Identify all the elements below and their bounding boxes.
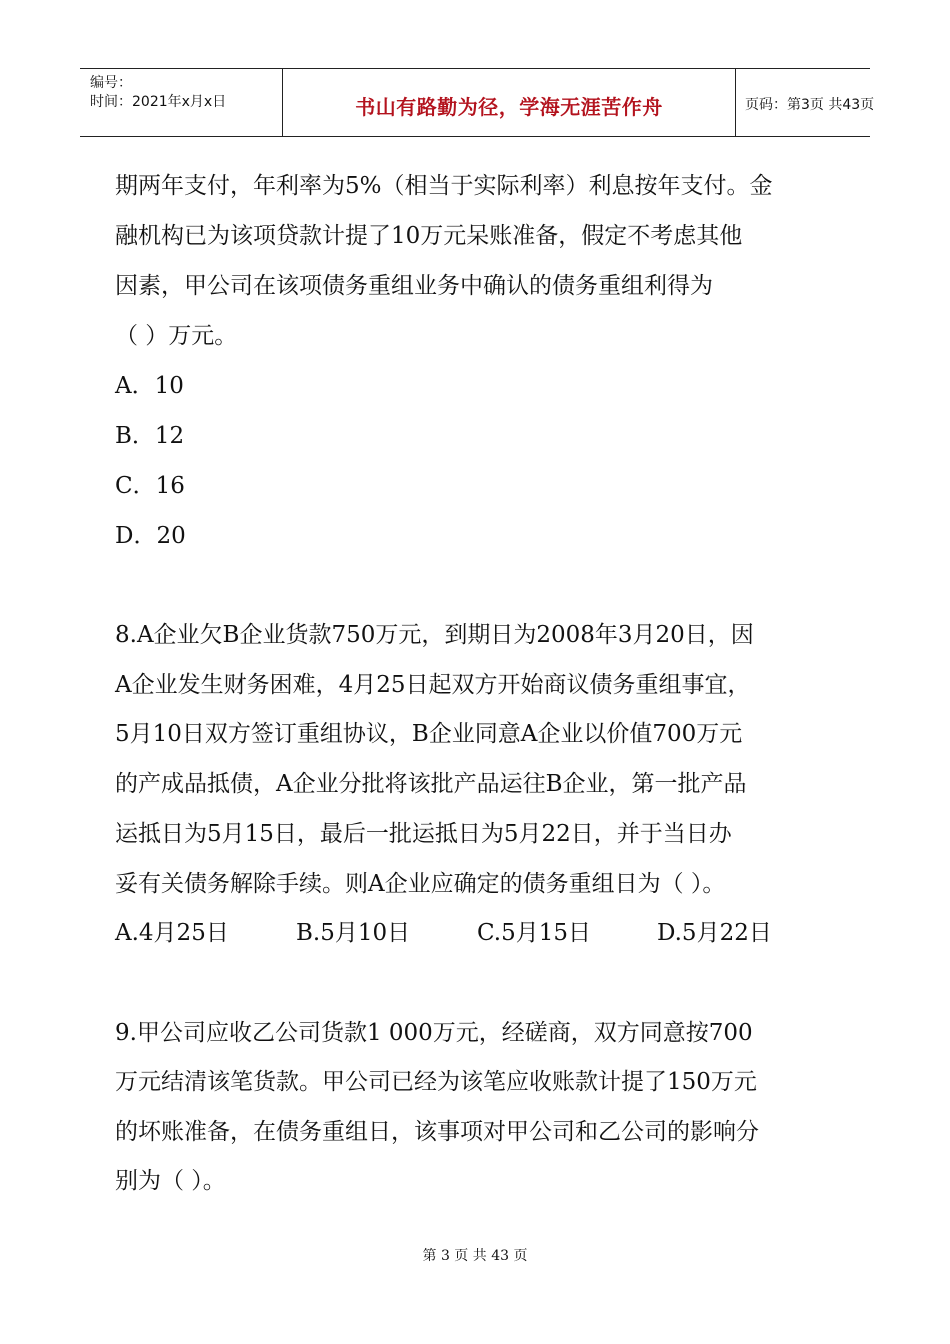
q8-option-a: A.4月25日: [115, 920, 229, 946]
header-page-cell: [735, 69, 875, 136]
header-motto-cell: [282, 69, 736, 136]
page-header: [80, 68, 875, 137]
q8-line-2: A企业发生财务困难，4月25日起双方开始商议债务重组事宜，: [115, 672, 751, 698]
q8-line-3: 5月10日双方签订重组协议，B企业同意A企业以价值700万元: [115, 721, 743, 747]
q9-line-1: 9.甲公司应收乙公司货款1 000万元，经磋商，双方同意按700: [115, 1020, 753, 1046]
document-number-label: 编号：: [90, 75, 132, 91]
q7-line-4: （ ）万元。: [115, 323, 238, 349]
q8-option-b: B.5月10日: [296, 920, 411, 946]
q8-line-4: 的产成品抵债，A企业分批将该批产品运往B企业，第一批产品: [115, 771, 747, 797]
q9-line-4: 别为（ ）。: [115, 1168, 226, 1194]
q9-line-3: 的坏账准备，在债务重组日，该事项对甲公司和乙公司的影响分: [115, 1119, 759, 1145]
q7-option-c: C．16: [115, 473, 185, 499]
document-time-label: 时间：2021年x月x日: [90, 94, 227, 110]
q8-option-d: D.5月22日: [657, 920, 772, 946]
q7-option-a: A．10: [115, 373, 184, 399]
q7-line-2: 融机构已为该项贷款计提了10万元呆账准备，假定不考虑其他: [115, 223, 743, 249]
q7-option-d: D．20: [115, 523, 186, 549]
header-info-cell: [80, 69, 282, 136]
q7-option-b: B．12: [115, 423, 185, 449]
header-page-number: 页码：第3页 共43页: [745, 97, 875, 113]
q8-line-6: 妥有关债务解除手续。则A企业应确定的债务重组日为（ ）。: [115, 871, 726, 897]
q9-line-2: 万元结清该笔货款。甲公司已经为该笔应收账款计提了150万元: [115, 1069, 757, 1095]
q8-option-c: C.5月15日: [477, 920, 591, 946]
page-footer: 第 3 页 共 43 页: [422, 1248, 528, 1264]
q7-line-1: 期两年支付，年利率为5%（相当于实际利率）利息按年支付。金: [115, 173, 773, 199]
q8-line-1: 8.A企业欠B企业货款750万元，到期日为2008年3月20日，因: [115, 622, 754, 648]
q8-line-5: 运抵日为5月15日，最后一批运抵日为5月22日，并于当日办: [115, 821, 732, 847]
q7-line-3: 因素，甲公司在该项债务重组业务中确认的债务重组利得为: [115, 273, 713, 299]
header-motto: 书山有路勤为径，学海无涯苦作舟: [355, 95, 663, 119]
